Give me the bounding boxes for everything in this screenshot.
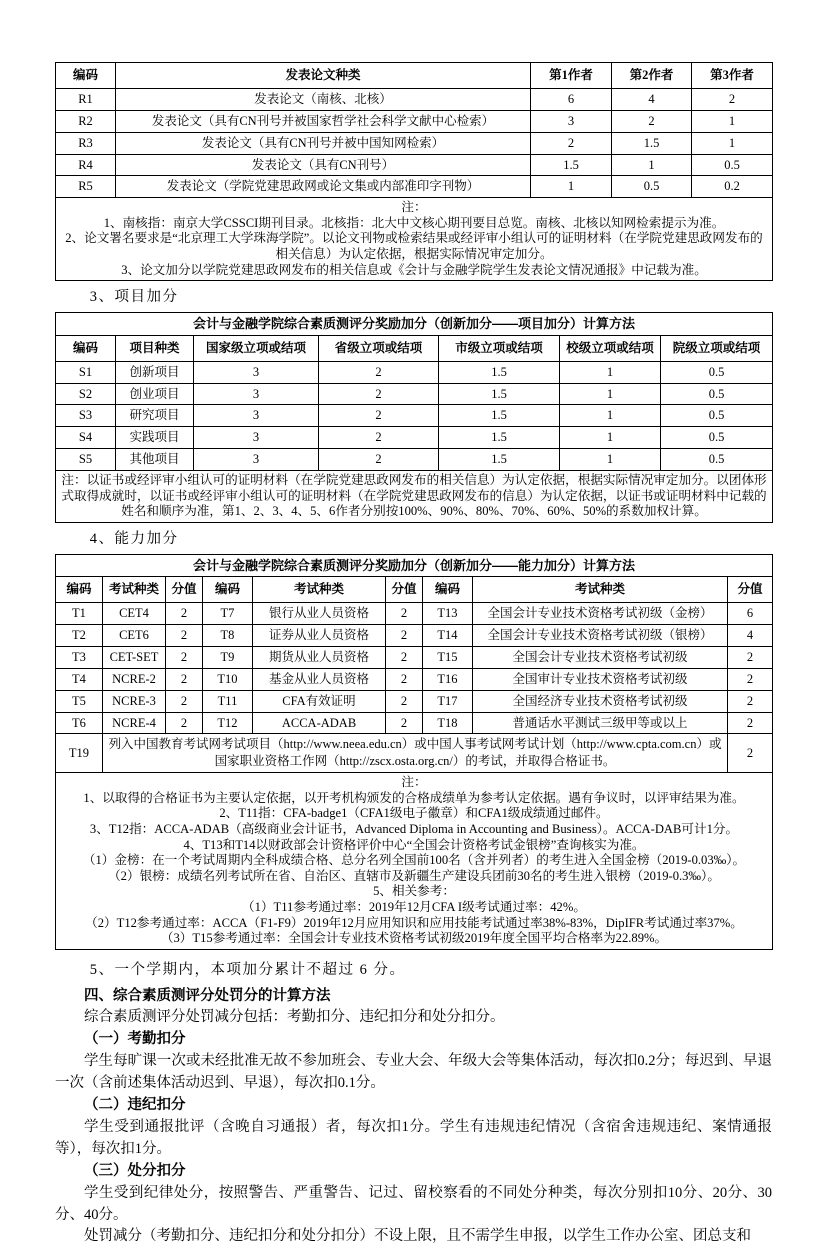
table-cell: CET-SET: [103, 646, 166, 668]
table-cell: 1: [692, 132, 773, 154]
table-cell: 期货从业人员资格: [253, 646, 386, 668]
table-cell: T13: [423, 603, 473, 625]
table-cell: 1.5: [439, 449, 560, 471]
table-header-cell: 第1作者: [531, 63, 612, 89]
table-cell: 1: [560, 449, 661, 471]
section4-intro: 综合素质测评分处罚减分包括：考勤扣分、违纪扣分和处分扣分。: [84, 1008, 505, 1025]
table-cell: 3: [194, 427, 319, 449]
table-cell: 其他项目: [116, 449, 194, 471]
table-cell: T15: [423, 646, 473, 668]
table-header-cell: 编码: [423, 577, 473, 603]
ability-notes-row: [56, 773, 773, 950]
note-line: 1、南核指：南京大学CSSCI期刊目录。北核指：北大中文核心期刊要目总览。南核、北核以知网检索提示为准。: [103, 215, 725, 230]
table-row: [56, 712, 773, 734]
table-cell: T16: [423, 668, 473, 690]
ability-notes: [56, 773, 773, 950]
table-cell: 3: [194, 383, 319, 405]
table-cell: NCRE-2: [103, 668, 166, 690]
table-cell: R3: [56, 132, 116, 154]
table-cell: 1.5: [439, 427, 560, 449]
note-line: 注：: [401, 200, 427, 215]
table-cell: R4: [56, 154, 116, 176]
table-header-cell: 第2作者: [612, 63, 692, 89]
table-row: [56, 88, 773, 110]
note-line: （2）T12参考通过率：ACCA（F1-F9）2019年12月应用知识和应用技能考试通过率38%-83%，DipIFR考试通过率37%。: [85, 915, 743, 930]
table-cell: T18: [423, 712, 473, 734]
table-cell: 2: [386, 668, 423, 690]
projects-notes-row: [56, 471, 773, 523]
table-cell: T10: [203, 668, 253, 690]
table-cell: 0.5: [692, 154, 773, 176]
table-cell: 创业项目: [116, 383, 194, 405]
table-cell: 2: [166, 712, 203, 734]
sub1-text: 学生每旷课一次或未经批准无故不参加班会、专业大会、年级大会等集体活动，每次扣0.2分；每迟到、早退一次（含前述集体活动迟到、早退），每次扣0.1分。: [55, 1053, 772, 1091]
table-cell: 2: [319, 405, 439, 427]
table-header-cell: 校级立项或结项: [560, 335, 661, 361]
table-row: [56, 603, 773, 625]
table-header-cell: 考试种类: [473, 577, 728, 603]
table-cell: 全国审计专业技术资格考试初级: [473, 668, 728, 690]
projects-note: 注：以证书或经评审小组认可的证明材料（在学院党建思政网发布的相关信息）为认定依据，根据实际情况审定加分。以团体形式取得成就时，以证书或经评审小组认可的证明材料（在学院党建思政网发布的信息）为认定依据，以证书或证明材料中记载的姓名和顺序为准，第1、2、3、4、5、6作者分别按100%、90%、80%、70%、60%、50%的系数加权计算。: [56, 471, 773, 523]
sub3-text: 学生受到纪律处分，按照警告、严重警告、记过、留校察看的不同处分种类，每次分别扣10分、20分、30分、40分。: [55, 1185, 772, 1223]
table-cell: 普通话水平测试三级甲等或以上: [473, 712, 728, 734]
table-cell: 6: [728, 603, 773, 625]
table-cell: 3: [194, 361, 319, 383]
note-line: 5、相关参考：: [373, 884, 455, 899]
table-header-cell: 发表论文种类: [116, 63, 531, 89]
table-cell: 2: [386, 690, 423, 712]
table-cell: 0.5: [661, 361, 773, 383]
table-cell: 创新项目: [116, 361, 194, 383]
table-header-cell: 考试种类: [103, 577, 166, 603]
table-header-cell: 第3作者: [692, 63, 773, 89]
note-line: （2）银榜：成绩名列考试所在省、自治区、直辖市及新疆生产建设兵团前30名的考生进入银榜（2019-0.3‰）。: [108, 868, 720, 883]
table-cell: 全国会计专业技术资格考试初级（金榜）: [473, 603, 728, 625]
table-cell: 1.5: [531, 154, 612, 176]
table-cell: T5: [56, 690, 103, 712]
papers-table-header-row: [56, 63, 773, 89]
table-cell: 2: [531, 132, 612, 154]
table-header-cell: 编码: [56, 335, 116, 361]
table-row: [56, 646, 773, 668]
table-cell: 0.5: [661, 427, 773, 449]
table-header-cell: 省级立项或结项: [319, 335, 439, 361]
table-cell: S4: [56, 427, 116, 449]
table-row: [56, 154, 773, 176]
sub1-heading: （一）考勤扣分: [84, 1031, 186, 1048]
item-semester-cap: 5、一个学期内，本项加分累计不超过 6 分。: [89, 961, 406, 978]
table-cell: 0.5: [661, 383, 773, 405]
note-line: 1、以取得的合格证书为主要认定依据，以开考机构颁发的合格成绩单为参考认定依据。遇有争议时，以评审结果为准。: [83, 790, 745, 805]
table-cell: 1: [692, 110, 773, 132]
table-cell: T7: [203, 603, 253, 625]
table-row: [56, 361, 773, 383]
table-cell: T17: [423, 690, 473, 712]
table-cell: T14: [423, 625, 473, 647]
table-cell: T9: [203, 646, 253, 668]
t19-desc-cell: 列入中国教育考试网考试项目（http://www.neea.edu.cn）或中国人事考试网考试计划（http://www.cpta.com.cn）或国家职业资格工作网（http://zscx.osta.org.cn/）的考试，并取得合格证书。: [103, 734, 728, 773]
table-cell: R5: [56, 176, 116, 198]
table-header-cell: 编码: [56, 577, 103, 603]
heading-ability: 4、能力加分: [89, 530, 179, 547]
note-line: 2、论文署名要求是“北京理工大学珠海学院”。以论文刊物或检索结果或经评审小组认可的证明材料（在学院党建思政网发布的相关信息）为认定依据，根据实际情况审定加分。: [65, 231, 763, 262]
table-row: [56, 625, 773, 647]
projects-table-body: [56, 361, 773, 470]
note-line: 3、T12指：ACCA-ADAB（高级商业会计证书，Advanced Diploma in Accounting and Business）。ACCA-DAB可计1分。: [89, 822, 739, 836]
table-cell: R2: [56, 110, 116, 132]
note-line: 2、T11指：CFA-badge1（CFA1级电子徽章）和CFA1级成绩通过邮件。: [219, 806, 609, 821]
table-cell: 发表论文（南核、北核）: [116, 88, 531, 110]
table-cell: 4: [612, 88, 692, 110]
table-row: [56, 383, 773, 405]
papers-table: [55, 62, 773, 281]
table-cell: S2: [56, 383, 116, 405]
table-cell: 发表论文（具有CN刊号）: [116, 154, 531, 176]
note-line: 4、T13和T14以财政部会计资格评价中心“全国会计资格考试金银榜”查询核实为准。: [183, 837, 645, 852]
table-cell: 发表论文（具有CN刊号并被中国知网检索）: [116, 132, 531, 154]
table-cell: 银行从业人员资格: [253, 603, 386, 625]
table-cell: T12: [203, 712, 253, 734]
table-header-cell: 编码: [56, 63, 116, 89]
table-cell: ACCA-ADAB: [253, 712, 386, 734]
table-cell: S1: [56, 361, 116, 383]
ability-t19-row: [56, 734, 773, 773]
table-cell: 2: [386, 625, 423, 647]
table-row: [56, 427, 773, 449]
table-cell: 6: [531, 88, 612, 110]
table-cell: 2: [728, 646, 773, 668]
table-cell: 2: [386, 603, 423, 625]
table-cell: T1: [56, 603, 103, 625]
table-cell: 1.5: [439, 361, 560, 383]
table-row: [56, 176, 773, 198]
ability-table-title-row: [56, 554, 773, 577]
table-cell: NCRE-3: [103, 690, 166, 712]
t19-score-cell: 2: [728, 734, 773, 773]
table-cell: S3: [56, 405, 116, 427]
table-cell: 1: [612, 154, 692, 176]
table-cell: 研究项目: [116, 405, 194, 427]
table-cell: 1: [560, 427, 661, 449]
table-cell: 2: [166, 603, 203, 625]
table-cell: T11: [203, 690, 253, 712]
table-header-cell: 分值: [728, 577, 773, 603]
ability-table-header-row: [56, 577, 773, 603]
table-cell: CFA有效证明: [253, 690, 386, 712]
table-cell: 0.5: [612, 176, 692, 198]
table-header-cell: 院级立项或结项: [661, 335, 773, 361]
table-cell: 3: [194, 405, 319, 427]
table-cell: 证券从业人员资格: [253, 625, 386, 647]
note-line: （1）金榜：在一个考试周期内全科成绩合格、总分名列全国前100名（含并列者）的考生进入全国金榜（2019-0.03‰）。: [82, 853, 746, 868]
table-row: [56, 110, 773, 132]
table-header-cell: 编码: [203, 577, 253, 603]
table-cell: 1.5: [439, 405, 560, 427]
sub3-heading: （三）处分扣分: [84, 1163, 186, 1180]
closing-text: 处罚减分（考勤扣分、违纪扣分和处分扣分）不设上限，且不需学生申报，以学生工作办公室、团总支和: [84, 1228, 751, 1245]
table-cell: 1: [560, 361, 661, 383]
table-cell: 发表论文（具有CN刊号并被国家哲学社会科学文献中心检索）: [116, 110, 531, 132]
table-cell: 0.5: [661, 449, 773, 471]
table-row: [56, 405, 773, 427]
note-line: （1）T11参考通过率：2019年12月CFA I级考试通过率：42%。: [242, 899, 586, 914]
note-line: 3、论文加分以学院党建思政网发布的相关信息或《会计与金融学院学生发表论文情况通报》中记载为准。: [121, 262, 707, 277]
table-cell: T4: [56, 668, 103, 690]
table-cell: 4: [728, 625, 773, 647]
sub2-heading: （二）违纪扣分: [84, 1097, 186, 1114]
table-cell: NCRE-4: [103, 712, 166, 734]
sub2-text: 学生受到通报批评（含晚自习通报）者，每次扣1分。学生有违规违纪情况（含宿舍违规违纪、案情通报等），每次扣1分。: [55, 1119, 772, 1157]
table-cell: S5: [56, 449, 116, 471]
projects-table-title: 会计与金融学院综合素质测评分奖励加分（创新加分——项目加分）计算方法: [56, 313, 773, 336]
projects-table-title-row: [56, 313, 773, 336]
ability-table-title: 会计与金融学院综合素质测评分奖励加分（创新加分——能力加分）计算方法: [56, 554, 773, 577]
ability-table: [55, 554, 773, 950]
projects-table-header-row: [56, 335, 773, 361]
table-cell: CET4: [103, 603, 166, 625]
table-row: [56, 449, 773, 471]
section4-heading: 四、综合素质测评分处罚分的计算方法: [84, 987, 331, 1004]
table-cell: 2: [166, 646, 203, 668]
table-row: [56, 668, 773, 690]
table-row: [56, 690, 773, 712]
table-cell: 2: [692, 88, 773, 110]
projects-table: [55, 312, 773, 523]
table-cell: 2: [166, 625, 203, 647]
table-cell: 1.5: [612, 132, 692, 154]
papers-notes: [56, 198, 773, 281]
spacer: [55, 950, 772, 954]
table-cell: 0.5: [661, 405, 773, 427]
table-header-cell: 市级立项或结项: [439, 335, 560, 361]
table-header-cell: 考试种类: [253, 577, 386, 603]
table-cell: 全国会计专业技术资格考试初级（银榜）: [473, 625, 728, 647]
table-cell: T8: [203, 625, 253, 647]
table-cell: 3: [194, 449, 319, 471]
papers-notes-row: [56, 198, 773, 281]
table-cell: 1: [560, 383, 661, 405]
table-cell: 1: [531, 176, 612, 198]
note-line: （3）T15参考通过率：全国会计专业技术资格考试初级2019年度全国平均合格率为22.89%。: [160, 931, 668, 946]
table-cell: 2: [166, 690, 203, 712]
table-cell: 2: [319, 361, 439, 383]
table-cell: 基金从业人员资格: [253, 668, 386, 690]
note-line: 注：: [401, 775, 427, 790]
table-cell: 2: [728, 712, 773, 734]
heading-projects: 3、项目加分: [89, 289, 179, 306]
table-cell: T2: [56, 625, 103, 647]
table-cell: 2: [612, 110, 692, 132]
table-cell: 0.2: [692, 176, 773, 198]
table-header-cell: 国家级立项或结项: [194, 335, 319, 361]
table-cell: 2: [319, 449, 439, 471]
table-cell: 2: [728, 668, 773, 690]
table-header-cell: 项目种类: [116, 335, 194, 361]
table-cell: 2: [319, 383, 439, 405]
table-cell: T6: [56, 712, 103, 734]
table-row: [56, 132, 773, 154]
table-cell: 全国经济专业技术资格考试初级: [473, 690, 728, 712]
table-cell: 实践项目: [116, 427, 194, 449]
table-cell: 2: [386, 646, 423, 668]
table-cell: 2: [386, 712, 423, 734]
table-header-cell: 分值: [166, 577, 203, 603]
table-cell: T3: [56, 646, 103, 668]
table-cell: 2: [319, 427, 439, 449]
table-cell: 2: [728, 690, 773, 712]
table-cell: 全国会计专业技术资格考试初级: [473, 646, 728, 668]
table-header-cell: 分值: [386, 577, 423, 603]
table-cell: 1.5: [439, 383, 560, 405]
table-cell: 2: [166, 668, 203, 690]
table-cell: 1: [560, 405, 661, 427]
ability-table-body: [56, 603, 773, 734]
table-cell: R1: [56, 88, 116, 110]
table-cell: 发表论文（学院党建思政网或论文集或内部准印字刊物）: [116, 176, 531, 198]
papers-table-body: [56, 88, 773, 197]
table-cell: 3: [531, 110, 612, 132]
table-cell: CET6: [103, 625, 166, 647]
t19-code-cell: T19: [56, 734, 103, 773]
